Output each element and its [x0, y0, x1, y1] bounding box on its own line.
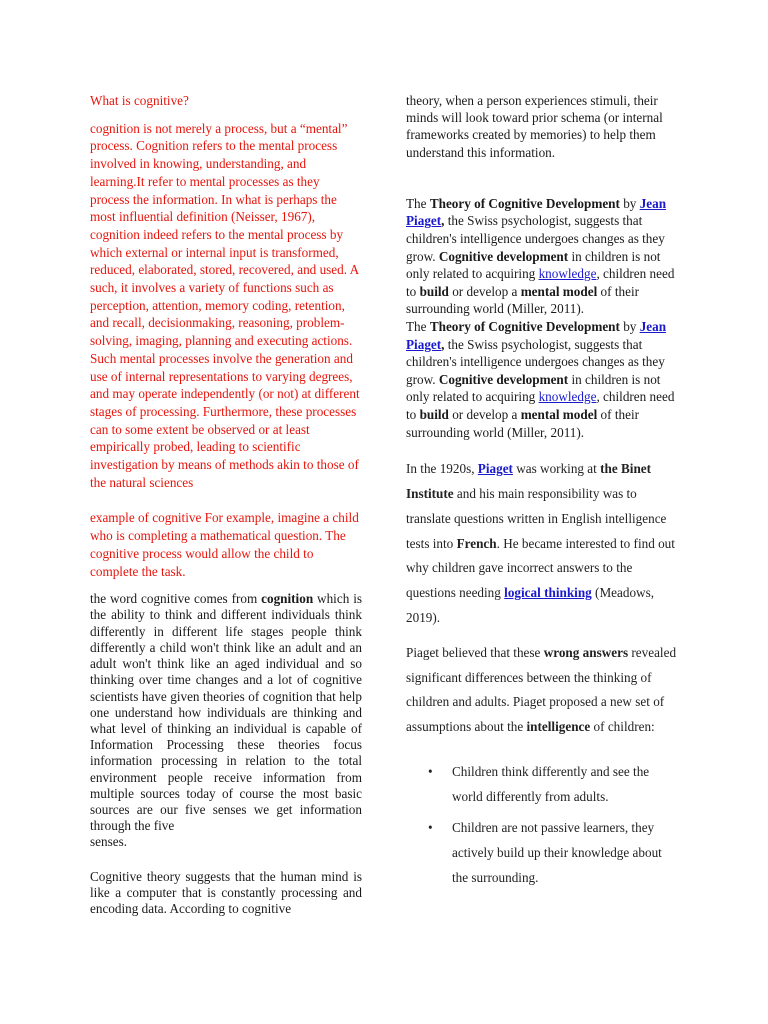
list-item-text: Children think differently and see the world differently from adults. [452, 763, 650, 804]
text-run: . He became interested to find out why children gave incorrect answers to the questions needing [406, 535, 675, 601]
bold-term-cognition: cognition [261, 591, 314, 607]
text-run: the word cognitive comes from [90, 591, 262, 607]
bullet-icon: • [428, 820, 433, 836]
right-column [406, 0, 678, 891]
text-run: revealed significant differences between the thinking of children and adults. Piaget proposed a new set of assumptions about the [406, 644, 677, 735]
bold-term: Cognitive development [438, 371, 569, 387]
bold-term: build [419, 283, 449, 299]
cognitive-example-paragraph: example of cognitive For example, imagine a child who is completing a mathematical question. The cognitive process would allow the child to complete the task. [90, 510, 359, 579]
logical-thinking-link[interactable]: logical thinking [504, 585, 592, 601]
text-run: by [619, 195, 640, 211]
bold-term: French [456, 535, 497, 551]
cognitive-theory-paragraph: Cognitive theory suggests that the human mind is like a computer that is constantly processing and encoding data. According to cognitive [90, 868, 362, 916]
jean-piaget-link[interactable]: Jean Piaget [406, 195, 667, 229]
list-item-text: Children are not passive learners, they actively build up their knowledge about the surrounding. [452, 820, 662, 886]
text-run: (Meadows, 2019). [406, 585, 655, 625]
left-column [90, 0, 362, 917]
knowledge-link[interactable]: knowledge [538, 389, 597, 405]
text-run: The [406, 318, 430, 334]
text-run: Piaget believed that these [406, 644, 544, 660]
bold-term: Cognitive development [438, 248, 569, 264]
text-run: the Swiss psychologist, suggests that children's intelligence undergoes changes as they grow. [406, 213, 665, 264]
bold-term: mental model [520, 283, 598, 299]
text-run: which is the ability to think and different individuals think differently in different life stages people think differently a child won't think like an adult and an adult won't think like an aged individual and so thinking over time changes and a lot of cognitive scientists have given theories of cognition that help one understand how individuals are thinking and what level of thinking an individual is capable of Information Processing these theories focus information processing in relation to the total environment people receive information from multiple sources today of course the most basic sources are our five senses we get information through the five [90, 591, 362, 834]
assumptions-list [406, 760, 678, 891]
cognition-definition-paragraph: cognition is not merely a process, but a “mental” process. Cognition refers to the mental process involved in knowing, understanding, and learning.It refer to mental processes as they process the information. In what is perhaps the most influential definition (Neisser, 1967), cognition indeed refers to the mental process by which external or internal input is transformed, reduced, elaborated, stored, recovered, and used. A such, it involves a variety of functions such as perception, attention, memory coding, retention, and recall, decisionmaking, reasoning, problem-solving, imaging, planning and executing actions. Such mental processes involve the generation and use of internal representations to varying degrees, and may operate independently (or not) at different stages of processing. Furthermore, these processes can to some extent be observed or at least empirically probed, leading to scientific investigation by means of methods akin to those of the natural sciences [90, 120, 360, 490]
jean-piaget-link[interactable]: Jean Piaget [406, 318, 667, 352]
text-run: or develop a [448, 406, 521, 422]
text-run: of their surrounding world (Miller, 2011). [406, 283, 639, 317]
piaget-theory-block [406, 195, 678, 441]
bold-term: the Binet Institute [406, 461, 652, 501]
bold-comma: , [441, 213, 445, 229]
text-run: of children: [590, 719, 655, 735]
text-run: senses. [90, 834, 127, 850]
text-run: In the 1920s, [406, 461, 478, 477]
knowledge-link[interactable]: knowledge [538, 266, 597, 282]
list-item [406, 816, 678, 890]
text-run: the Swiss psychologist, suggests that children's intelligence undergoes changes as they grow. [406, 336, 665, 387]
bold-comma: , [441, 336, 445, 352]
bullet-icon: • [428, 763, 433, 779]
bold-term: mental model [520, 406, 598, 422]
text-run: The [406, 195, 430, 211]
list-item [406, 760, 678, 810]
text-run: was working at [512, 461, 601, 477]
bold-term: Theory of Cognitive Development [429, 195, 620, 211]
cognitive-word-paragraph [90, 591, 362, 850]
piaget-believed-paragraph [406, 641, 678, 740]
piaget-theory-paragraph-repeat [406, 318, 678, 441]
bold-term: wrong answers [543, 644, 629, 660]
bold-term: build [419, 406, 449, 422]
text-run: in children is not only related to acquiring [406, 248, 661, 282]
bold-term: Theory of Cognitive Development [429, 318, 620, 334]
text-run: in children is not only related to acquiring [406, 371, 661, 405]
heading-what-is-cognitive: What is cognitive? [90, 93, 189, 108]
binet-institute-paragraph [406, 457, 678, 631]
text-run: or develop a [448, 283, 521, 299]
text-run: , children need to [406, 266, 675, 299]
piaget-link[interactable]: Piaget [477, 461, 513, 477]
bold-term: intelligence [526, 719, 591, 735]
piaget-theory-paragraph [406, 195, 678, 318]
theory-stimuli-paragraph: theory, when a person experiences stimuli, their minds will look toward prior schema (or internal frameworks created by memories) to help them understand this information. [406, 93, 663, 160]
text-run: and his main responsibility was to translate questions written in English intelligence tests into [406, 485, 667, 551]
text-run: , children need to [406, 389, 675, 422]
text-run: of their surrounding world (Miller, 2011). [406, 406, 639, 440]
text-run: by [619, 318, 640, 334]
